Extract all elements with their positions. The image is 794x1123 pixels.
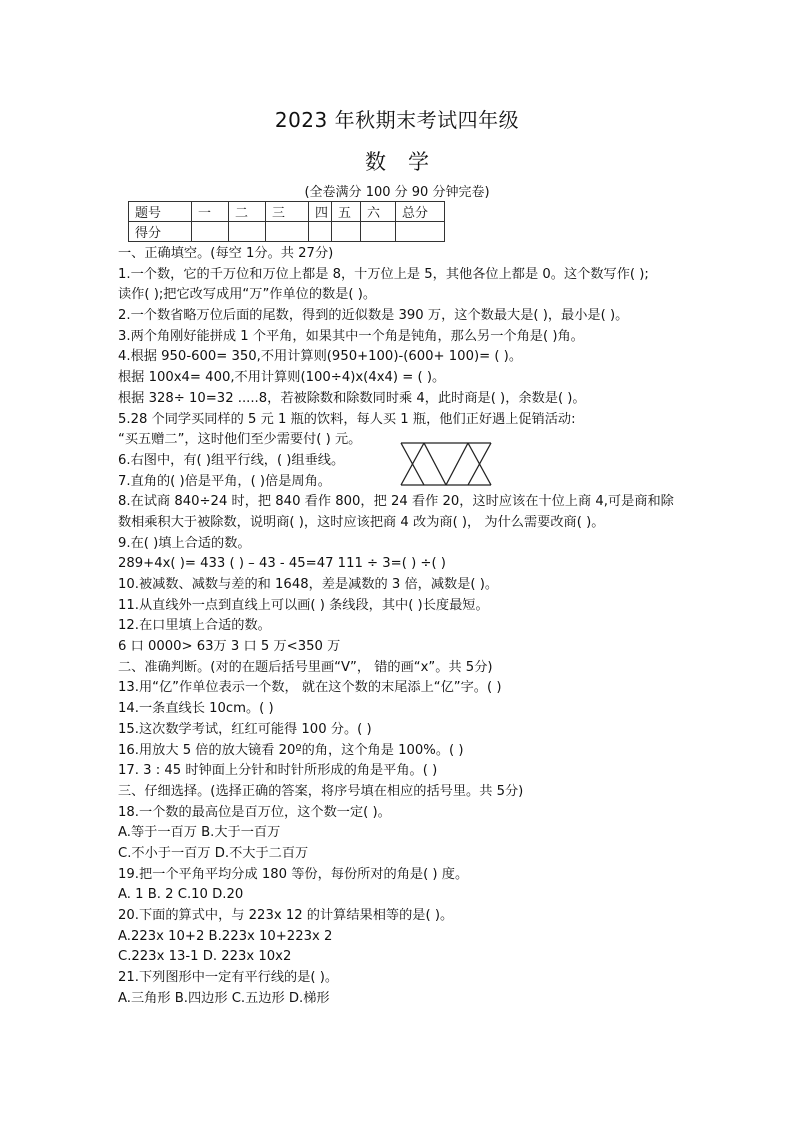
question-line: 21.下列图形中一定有平行线的是( )。 (118, 970, 339, 986)
question-line: 6.右图中，有( )组平行线，( )组垂线。 (118, 452, 345, 468)
section-heading: 一、正确填空。(每空 1分。共 27分) (118, 246, 334, 261)
section-heading: 三、仔细选择。(选择正确的答案，将序号填在相应的括号里。共 5分) (118, 783, 524, 799)
question-line: 9.在( )填上合适的数。 (118, 535, 251, 551)
exam-title: 2023 年秋期末考试四年级 (274, 108, 520, 132)
score-input-cell[interactable] (309, 222, 332, 242)
option-line: A.等于一百万 B.大于一百万 (118, 825, 281, 841)
question-line: 5.28 个同学买同样的 5 元 1 瓶的饮料，每人买 1 瓶，他们正好遇上促销活动: (118, 411, 576, 427)
question-line: 10.被减数、减数与差的和 1648，差是减数的 3 倍，减数是( )。 (118, 577, 499, 592)
question-line: 12.在口里填上合适的数。 (118, 618, 271, 634)
score-row-label: 得分 (129, 222, 192, 242)
question-line: 根据 328÷ 10=32 .....8，若被除数和除数同时乘 4，此时商是( )，余数是( )。 (118, 390, 586, 406)
figure-diagonal-a (424, 443, 446, 485)
question-line: 14.一条直线长 10cm。( ) (118, 701, 274, 717)
question-line: 16.用放大 5 倍的放大镜看 20º的角，这个角是 100%。( ) (118, 742, 464, 758)
geometry-figure (400, 441, 492, 487)
question-line: 18.一个数的最高位是百万位，这个数一定( )。 (118, 804, 391, 820)
score-header-cell: 一 (192, 202, 229, 222)
option-line: C.223x 13-1 D. 223x 10x2 (118, 949, 292, 965)
score-table-header-row (129, 202, 445, 222)
question-line: 6 口 0000> 63万 3 口 5 万<350 万 (118, 639, 341, 655)
score-header-cell: 二 (229, 202, 266, 222)
figure-diagonal-b (446, 443, 468, 485)
score-header-cell: 总分 (396, 202, 445, 222)
score-header-cell: 题号 (129, 202, 192, 222)
question-line: 3.两个角刚好能拼成 1 个平角，如果其中一个角是钝角，那么另一个角是( )角。 (118, 328, 584, 344)
option-line: A.三角形 B.四边形 C.五边形 D.梯形 (118, 990, 330, 1006)
score-input-cell[interactable] (396, 222, 445, 242)
question-line: 20.下面的算式中，与 223x 12 的计算结果相等的是( )。 (118, 908, 454, 923)
exam-body (118, 244, 688, 1009)
score-header-cell: 五 (332, 202, 361, 222)
score-table-score-row (129, 222, 445, 242)
option-line: A.223x 10+2 B.223x 10+223x 2 (118, 928, 333, 944)
exam-note: (全卷满分 100 分 90 分钟完卷) (304, 185, 490, 200)
exam-subject: 数学 (365, 150, 451, 174)
option-line: C.不小于一百万 D.不大于二百万 (118, 845, 309, 861)
question-line: 19.把一个平角平均分成 180 等份，每份所对的角是( ) 度。 (118, 866, 469, 882)
score-header-cell: 四 (309, 202, 332, 222)
question-line: 8.在试商 840÷24 时，把 840 看作 800，把 24 看作 20，这时应该在十位上商 4,可是商和除 (118, 494, 674, 510)
score-input-cell[interactable] (229, 222, 266, 242)
section-heading: 二、准确判断。(对的在题后括号里画“V”， 错的画“x”。共 5分) (118, 659, 493, 675)
score-header-cell: 三 (266, 202, 309, 222)
option-line: A. 1 B. 2 C.10 D.20 (118, 887, 244, 903)
question-line: 17. 3 : 45 时钟面上分针和时针所形成的角是平角。( ) (118, 763, 438, 779)
score-input-cell[interactable] (192, 222, 229, 242)
score-header-cell: 六 (361, 202, 396, 222)
question-line: 7.直角的( )倍是平角，( )倍是周角。 (118, 473, 331, 489)
question-line: 15.这次数学考试，红红可能得 100 分。( ) (118, 721, 372, 737)
question-line: 数相乘积大于被除数，说明商( )，这时应该把商 4 改为商( )， 为什么需要改商( )。 (118, 514, 605, 530)
question-line: 1.一个数，它的千万位和万位上都是 8，十万位上是 5，其他各位上都是 0。这个数写作( ); (118, 266, 649, 282)
score-table (128, 201, 445, 242)
question-line: 2.一个数省略万位后面的尾数，得到的近似数是 390 万，这个数最大是( )，最小是( )。 (118, 308, 629, 324)
score-input-cell[interactable] (266, 222, 309, 242)
question-line: 11.从直线外一点到直线上可以画( ) 条线段，其中( )长度最短。 (118, 597, 489, 613)
question-line: 289+4x( )= 433 ( ) – 43 - 45=47 111 ÷ 3=( ) ÷( ) (118, 556, 446, 572)
question-line: 根据 100x4= 400,不用计算则(100÷4)x(4x4) = ( )。 (118, 370, 446, 386)
score-input-cell[interactable] (361, 222, 396, 242)
score-input-cell[interactable] (332, 222, 361, 242)
question-line: “买五赠二”，这时他们至少需要付( ) 元。 (118, 432, 362, 448)
question-line: 读作( );把它改写成用“万”作单位的数是( )。 (118, 287, 377, 303)
question-line: 13.用“亿”作单位表示一个数， 就在这个数的末尾添上“亿”字。( ) (118, 680, 502, 696)
question-line: 4.根据 950-600= 350,不用计算则(950+100)-(600+ 100)= ( )。 (118, 349, 523, 365)
